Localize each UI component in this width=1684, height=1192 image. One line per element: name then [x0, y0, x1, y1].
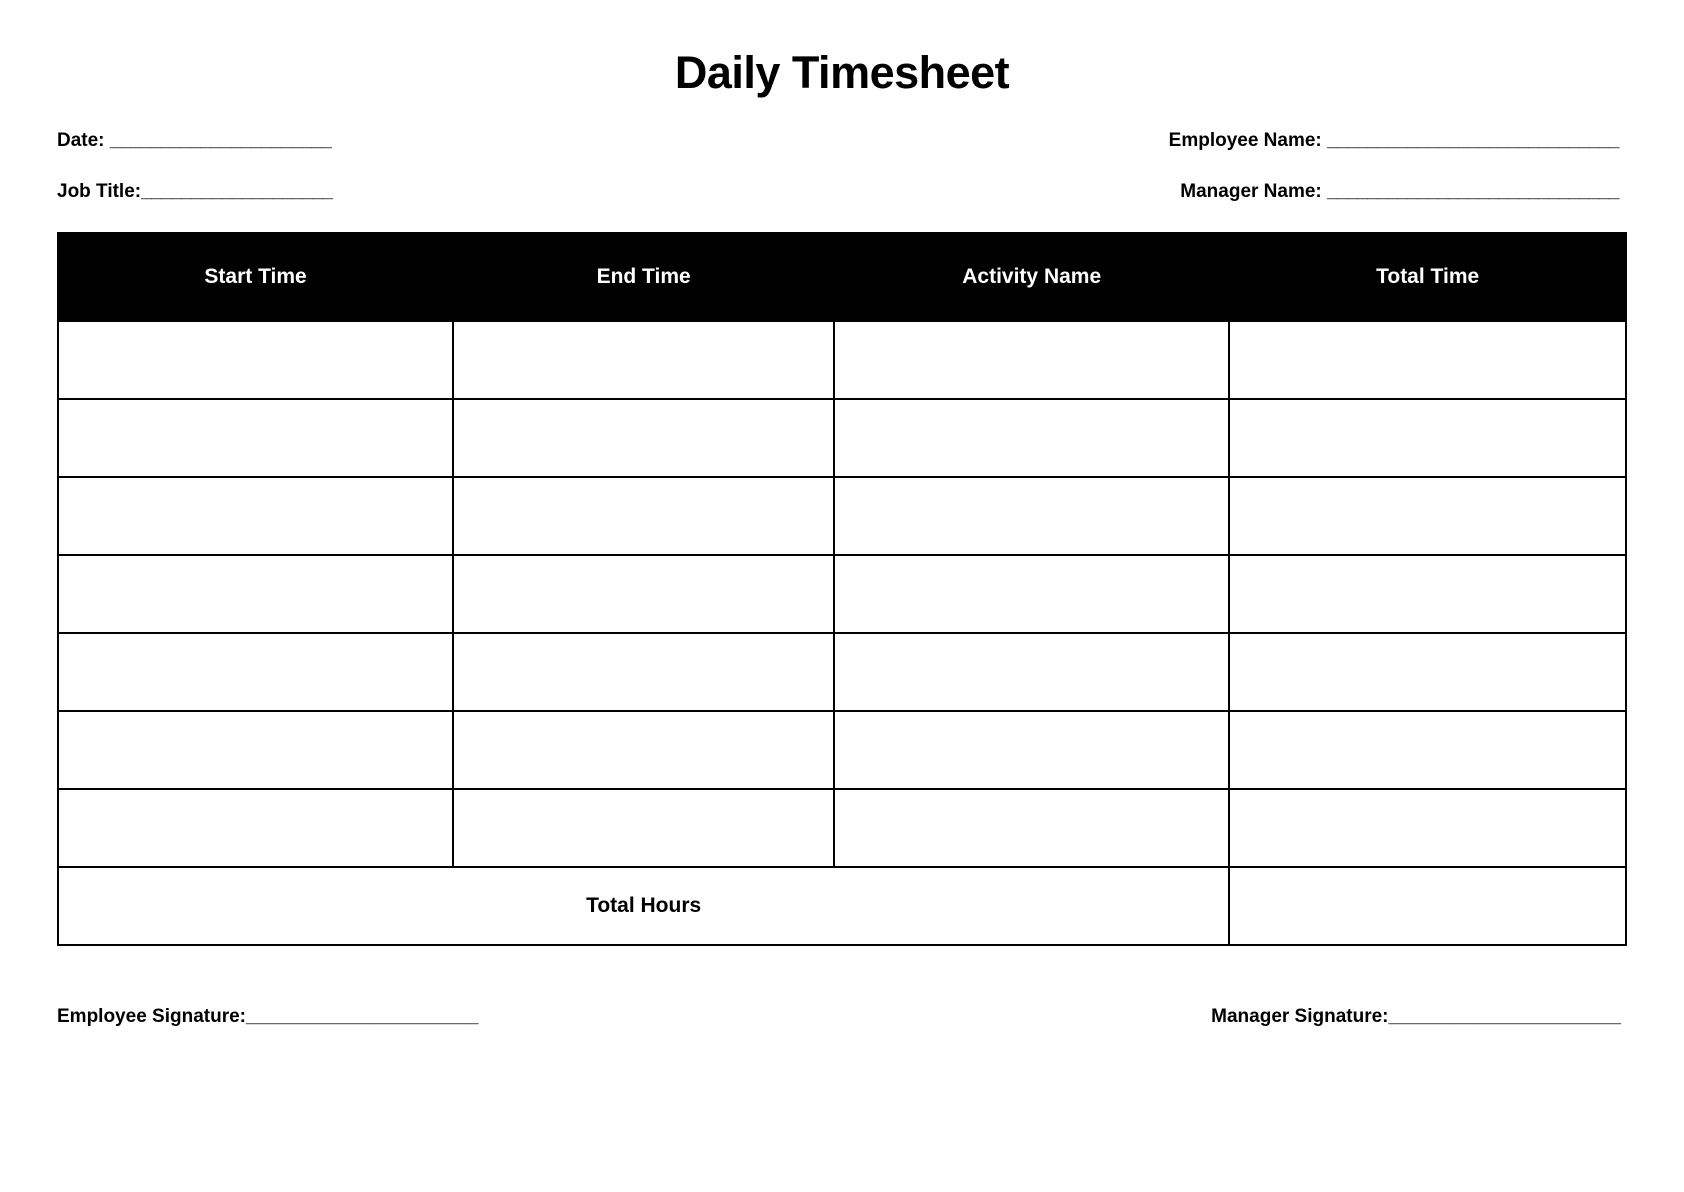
cell-activity-name[interactable] [834, 789, 1229, 867]
employee-signature-blank-line: ______________________ [246, 1005, 479, 1027]
employee-signature-field[interactable] [57, 1006, 478, 1028]
total-hours-row [58, 867, 1626, 945]
table-row [58, 789, 1626, 867]
signature-row [57, 1006, 1627, 1028]
cell-activity-name[interactable] [834, 399, 1229, 477]
cell-start-time[interactable] [58, 789, 453, 867]
column-header-end-time: End Time [453, 233, 834, 321]
table-header-row [58, 233, 1626, 321]
table-row [58, 711, 1626, 789]
cell-end-time[interactable] [453, 399, 834, 477]
date-field[interactable] [57, 130, 331, 152]
cell-end-time[interactable] [453, 477, 834, 555]
meta-fields [57, 130, 1627, 203]
manager-signature-label: Manager Signature: [1211, 1005, 1389, 1027]
total-hours-label: Total Hours [58, 867, 1229, 945]
job-title-field[interactable] [57, 181, 332, 203]
manager-signature-field[interactable] [1211, 1006, 1621, 1028]
employee-name-field[interactable] [1169, 130, 1619, 152]
cell-start-time[interactable] [58, 555, 453, 633]
job-title-blank-line: ___________________ [141, 180, 333, 202]
employee-name-blank-line: _____________________________ [1327, 129, 1619, 151]
cell-end-time[interactable] [453, 321, 834, 399]
timesheet-table [57, 232, 1627, 946]
manager-name-label: Manager Name: [1180, 180, 1328, 202]
cell-end-time[interactable] [453, 789, 834, 867]
meta-row-2 [57, 181, 1627, 203]
table-row [58, 477, 1626, 555]
cell-start-time[interactable] [58, 633, 453, 711]
cell-start-time[interactable] [58, 711, 453, 789]
column-header-activity-name: Activity Name [834, 233, 1229, 321]
manager-signature-blank-line: ______________________ [1388, 1005, 1621, 1027]
cell-start-time[interactable] [58, 477, 453, 555]
table-row [58, 399, 1626, 477]
cell-total-time[interactable] [1229, 711, 1626, 789]
cell-start-time[interactable] [58, 399, 453, 477]
employee-name-label: Employee Name: [1168, 129, 1328, 151]
table-row [58, 555, 1626, 633]
page-title: Daily Timesheet [674, 47, 1010, 98]
manager-name-field[interactable] [1180, 181, 1619, 203]
column-header-start-time: Start Time [58, 233, 453, 321]
cell-activity-name[interactable] [834, 477, 1229, 555]
table-row [58, 633, 1626, 711]
manager-name-blank-line: _____________________________ [1327, 180, 1619, 202]
cell-total-time[interactable] [1229, 477, 1626, 555]
cell-total-time[interactable] [1229, 633, 1626, 711]
cell-start-time[interactable] [58, 321, 453, 399]
cell-activity-name[interactable] [834, 555, 1229, 633]
cell-total-time[interactable] [1229, 399, 1626, 477]
date-blank-line: ______________________ [109, 129, 332, 151]
cell-activity-name[interactable] [834, 711, 1229, 789]
total-hours-value[interactable] [1229, 867, 1626, 945]
cell-end-time[interactable] [453, 633, 834, 711]
cell-activity-name[interactable] [834, 633, 1229, 711]
date-label: Date: [57, 129, 110, 151]
column-header-total-time: Total Time [1229, 233, 1626, 321]
cell-activity-name[interactable] [834, 321, 1229, 399]
cell-end-time[interactable] [453, 711, 834, 789]
cell-end-time[interactable] [453, 555, 834, 633]
cell-total-time[interactable] [1229, 555, 1626, 633]
meta-row-1 [57, 130, 1627, 152]
table-row [58, 321, 1626, 399]
job-title-label: Job Title: [57, 180, 142, 202]
employee-signature-label: Employee Signature: [57, 1005, 246, 1027]
cell-total-time[interactable] [1229, 789, 1626, 867]
cell-total-time[interactable] [1229, 321, 1626, 399]
